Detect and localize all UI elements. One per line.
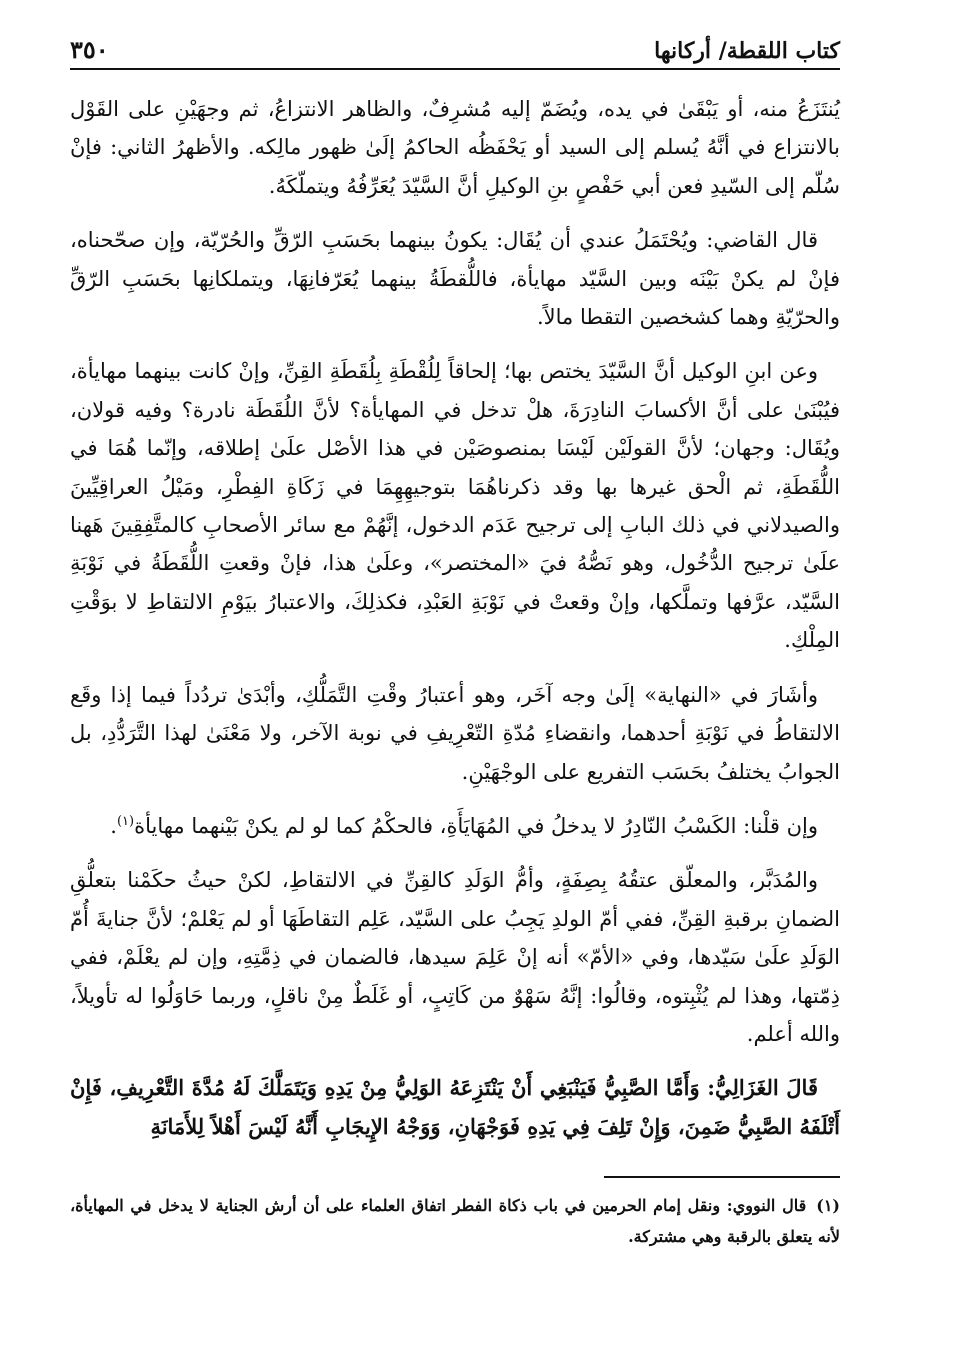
footnotes bbox=[70, 1190, 840, 1252]
main-text bbox=[70, 90, 840, 1146]
paragraph-4: وأشَارَ في «النهاية» إلَىٰ وجه آخَر، وهو أعتبارُ وقْتِ التَّمَلُّكِ، وأبْدَىٰ تردُداً فيما إذا وقَع الالتقاطُ في نَوْبَةِ أحدهما، وانقضاءِ مُدّةِ التّعْرِيفِ في نوبة الآخر، ولا مَعْنَىٰ لهذا التَّرَدُّدِ، بل الجوابُ يختلفُ بحَسَب التفريع على الوجْهَيْنِ. bbox=[70, 682, 840, 784]
paragraph-6: والمُدَبَّر، والمعلّق عتقُهُ بِصِفَةٍ، وأمُّ الوَلَدِ كالقِنِّ في الالتقاطِ، لكنْ حيثُ حكَمْنا بتعلُّقِ الضمانِ برقبةِ القِنِّ، ففي أمّ الولدِ يَجِبُ على السَّيّد، عَلِم التقاطَهَا أو لم يَعْلمْ؛ لأنَّ جنايةَ أُمّ الوَلَدِ علَىٰ سَيّدها، وفي «الأمّ» أنه إنْ عَلِمَ سيدها، فالضمان في ذِمَّتِهِ، وإن لم يعْلَمْ، ففي ذِمّتها، وهذا لم يُثْبِتوه، وقالُوا: إنَّهُ سَهْوٌ من كَاتِبٍ، أو غَلَطٌ مِنْ ناقلٍ، وربما حَاوَلُوا له تأويلاً، والله أعلم. bbox=[70, 868, 840, 1046]
paragraph-5-end: . bbox=[110, 813, 117, 838]
page-number: ٣٥٠ bbox=[70, 35, 109, 64]
paragraph-5-text: وإن قلْنا: الكَسْبُ النّادِرُ لا يدخلُ في المُهَايَأَةِ، فالحكْمُ كما لو لم يكنْ بَيْنهما مهايأة bbox=[134, 813, 818, 838]
running-title: كتاب اللقطة/ أركانها bbox=[654, 38, 840, 64]
footnote-reference: (١) bbox=[116, 813, 135, 829]
footnote-item bbox=[70, 1190, 840, 1252]
paragraph-2: قال القاضي: ويُحْتَمَلُ عندي أن يُقَال: يكونُ بينهما بحَسَبِ الرّقِّ والحُرّيّة، وإن صحّحناه، فإنْ لم يكنْ بَيْنَه وبين السَّيّد مهايأة، فاللُّقطَةُ بينهما يُعَرّفانِهَا، ويتملكانِها بحَسَبِ الرّقِّ والحرّيّةِ وهما كشخصين التقطا مالاً. bbox=[70, 228, 840, 330]
book-page bbox=[70, 30, 840, 1330]
footnote-number: (١) bbox=[816, 1196, 840, 1215]
footnote-text: قال النووي: ونقل إمام الحرمين في باب ذكاة الفطر اتفاق العلماء على أن أرش الجناية لا يدخل في المهايأة، لأنه يتعلق بالرقبة وهي مشتركة. bbox=[70, 1196, 840, 1246]
paragraph-5 bbox=[70, 807, 840, 845]
paragraph-3: وعن ابنِ الوكيل أنَّ السَّيّدَ يختص بها؛ إلحاقاً لِلُقْطَةِ بِلُقَطَةِ القِنِّ، وإنْ كانت بينهما مهايأة، فيُبْنَىٰ على أنَّ الأكسابَ النادِرَةَ، هلْ تدخل في المهايأة؟ لأنَّ اللُقَطَة نادرة؟ وفيه قولان، ويُقَال: وجهان؛ لأنَّ القولَيْن لَيْسَا بمنصوصَيْن في هذا الأصْل علَىٰ إطلاقه، وإنّما هُمَا في اللُّقَطَةِ، ثم الْحق غيرها بها وقد ذكرناهُمَا بتوجيهِهِمَا في زَكَاةِ الفِطْرِ، ومَيْلُ العراقِيِّينَ والصيدلاني في ذلك البابِ إلى ترجيح عَدَم الدخول، إنَّهُمْ مع سائر الأصحابِ كالمتَّفِقِينَ هَهنا علَىٰ ترجيح الدُّخُول، وهو نَصُّهُ فيَ «المختصر»، وعلَىٰ هذا، فإنْ وقعتِ اللُّقَطَةُ في نَوْبَةِ السَّيّد، عرَّفها وتملَّكها، وإنْ وقعتْ في نَوْبَةِ العَبْدِ، فكذلِكَ، والاعتبارُ بيَوْمِ الالتقاطِ لا بوَقْتِ المِلْكِ. bbox=[70, 359, 840, 653]
paragraph-1: يُنتَزَعُ منه، أو يَبْقَىٰ في يده، ويُضَمّ إليه مُشرِفٌ، والظاهر الانتزاعُ، ثم وجهَيْنِ على القَوْل بالانتزاع في أنَّهُ يُسلم إلى السيد أو يَحْفَظُه الحاكمُ إلَىٰ ظهور مالِكه. والأظهرُ الثاني: فإنْ سُلّم إلى السّيدِ فعن أبي حَفْصٍ بنِ الوكيلِ أنَّ السَّيّدَ يُعَرِّفُهُ ويتملّكَهُ. bbox=[70, 97, 840, 198]
footnote-divider bbox=[604, 1176, 840, 1178]
page-header bbox=[70, 30, 840, 70]
quoted-matn: قَالَ الغَزَالِيُّ: وَأَمَّا الصَّبِيُّ فَيَنْبَغِي أَنْ يَنْتَزِعَهُ الوَلِيُّ مِنْ يَدِهِ وَيَتَمَلَّكَ لَهُ مُدَّةَ التَّعْرِيفِ، فَإِنْ أَتْلَفَهُ الصَّبِيُّ ضَمِنَ، وَإِنْ تَلِفَ فِي يَدِهِ فَوَجْهَانِ، وَوَجْهُ الإِيجَابِ أَنَّهُ لَيْسَ أَهْلاً لِلأَمَانَةِ bbox=[70, 1075, 840, 1139]
